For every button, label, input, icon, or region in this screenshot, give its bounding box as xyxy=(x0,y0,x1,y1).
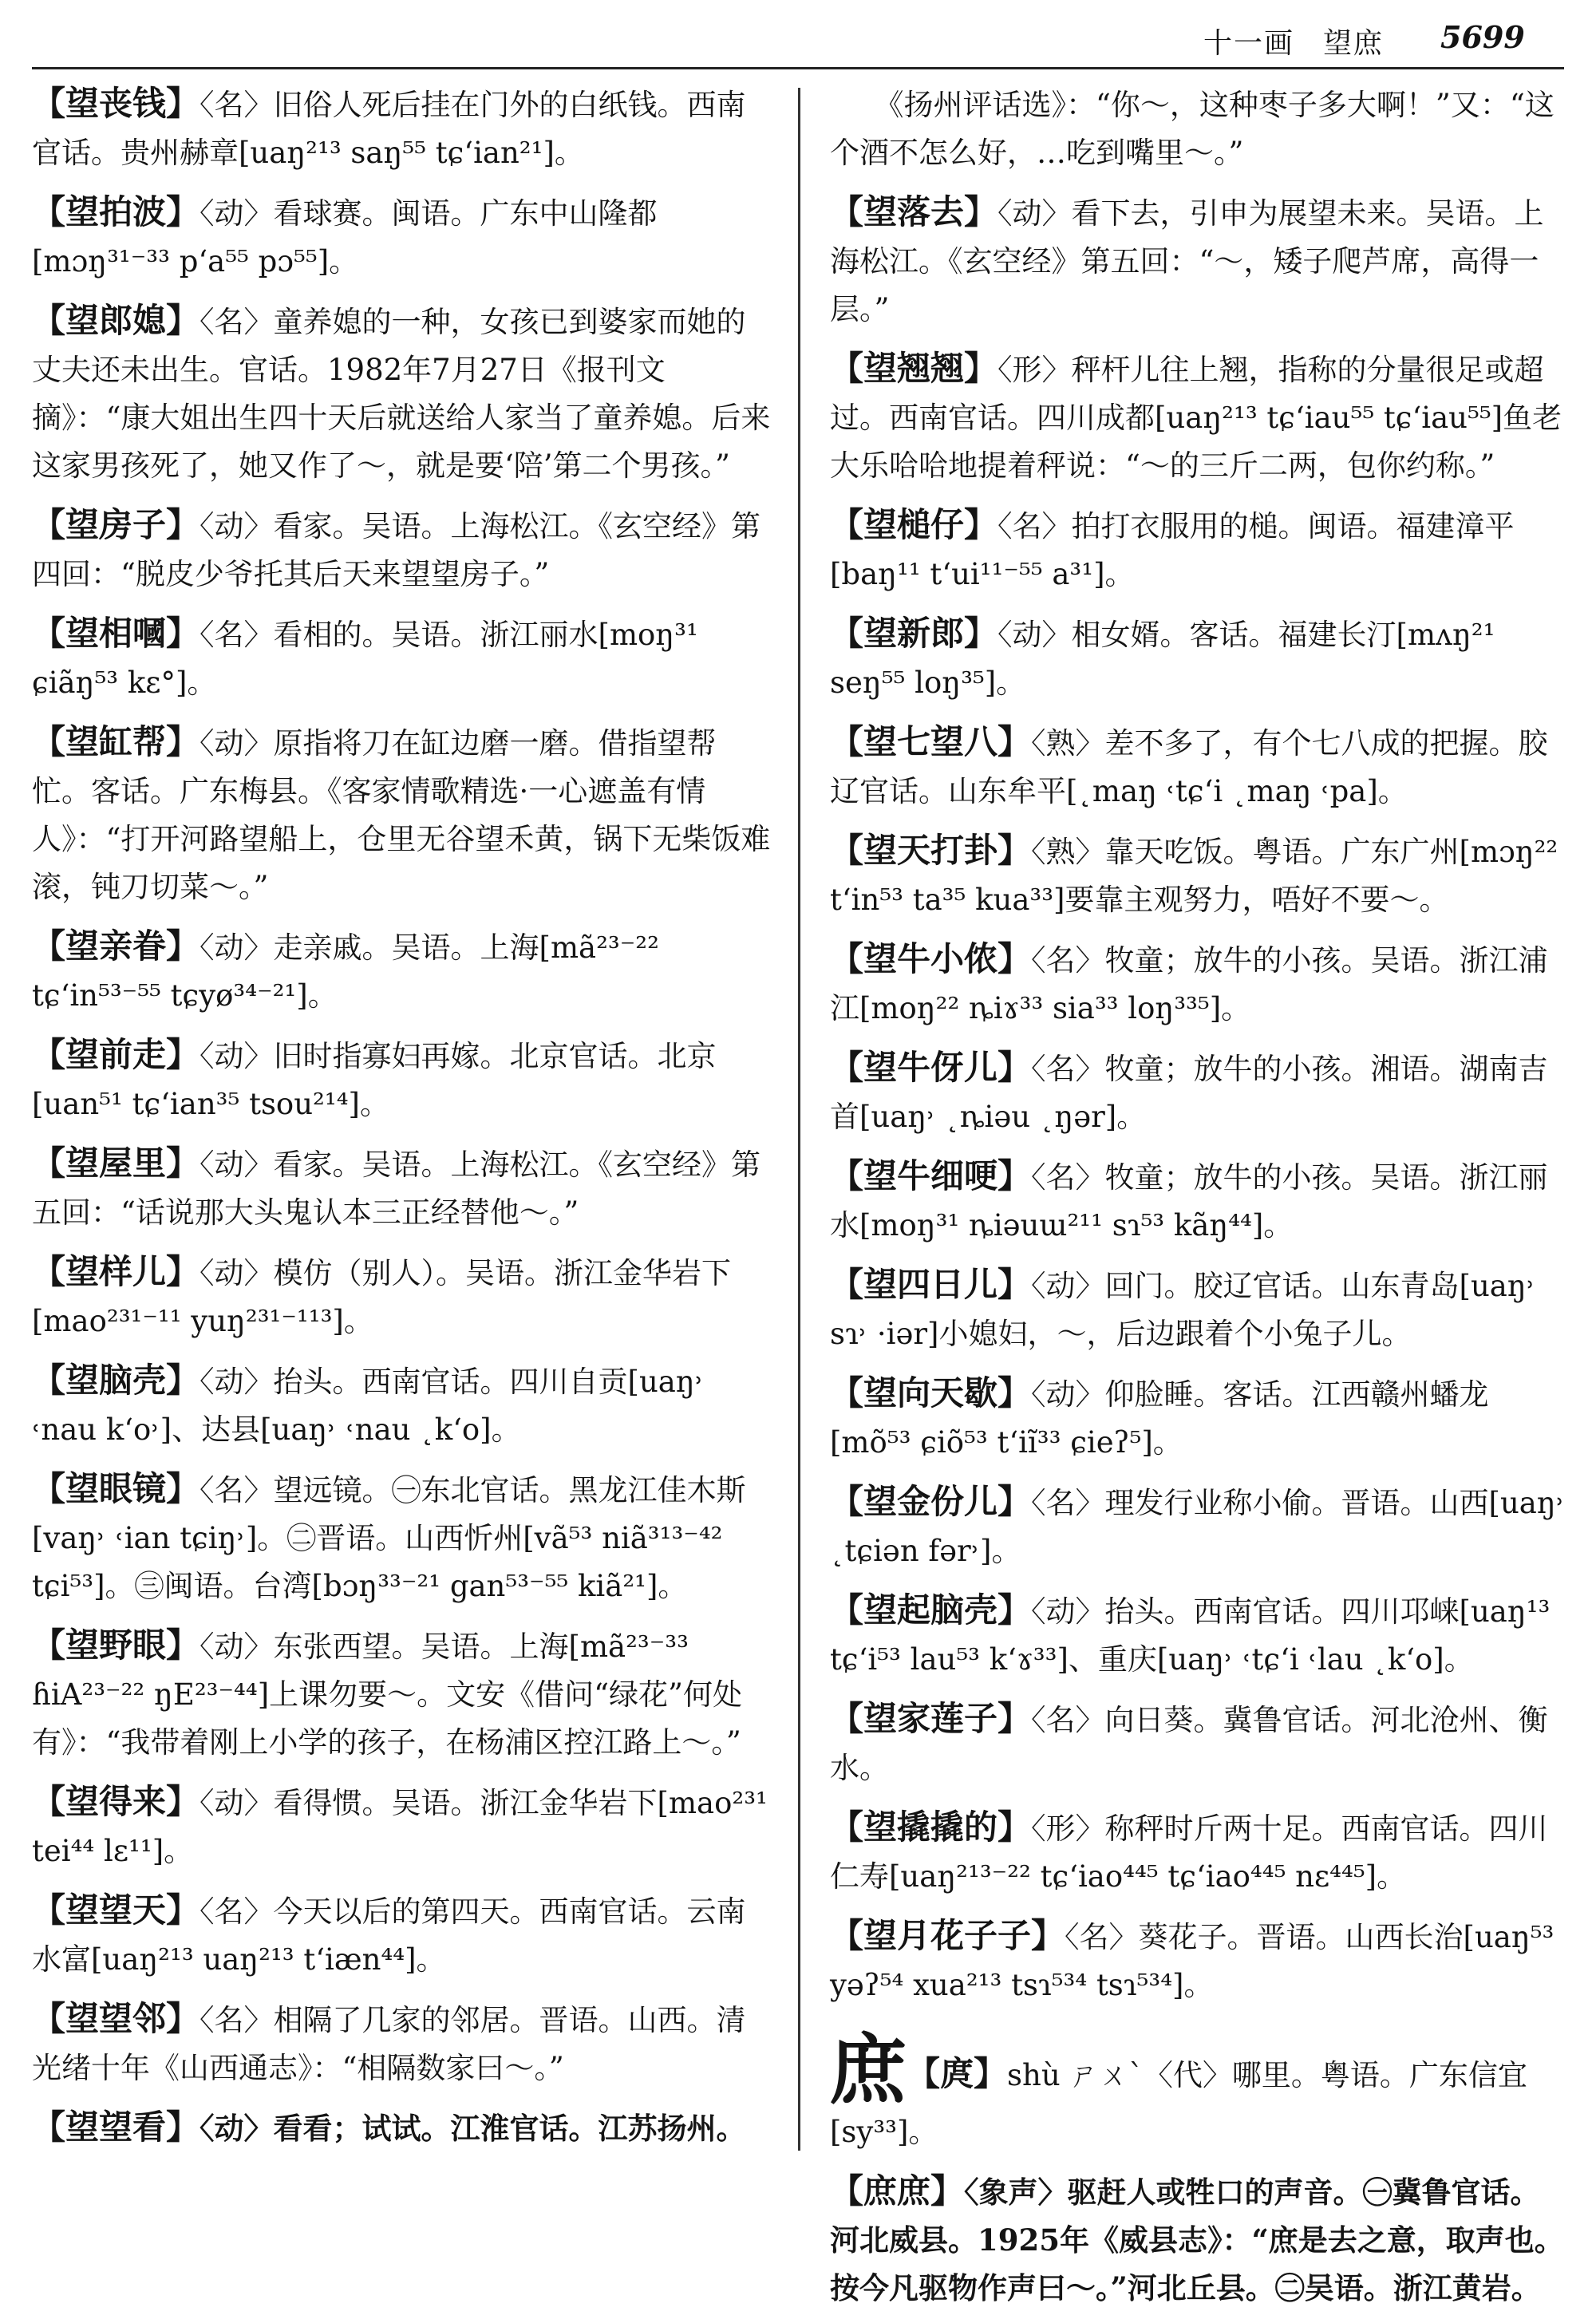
entry-definition: 〈形〉称秤时斤两十足。西南官话。四川仁寿[uaŋ²¹³⁻²² tɕʻiao⁴⁴⁵ tɕʻiao⁴⁴⁵ nɛ⁴⁴⁵]。 xyxy=(830,1811,1548,1894)
shushu-definition: 〈象声〉驱赶人或牲口的声音。㊀冀鲁官话。河北威县。1925年《威县志》：“庶是去之意，取声也。按今凡驱物作声曰～。”河北丘县。㊁吴语。浙江黄岩。 xyxy=(830,2175,1564,2305)
entry-definition: 〈动〉看下去，引申为展望未来。吴语。上海松江。《玄空经》第五回：“～，矮子爬芦席，高得一层。” xyxy=(830,196,1544,326)
shu-head-entry xyxy=(830,2025,1568,2156)
dictionary-entry xyxy=(830,345,1568,490)
dictionary-entry xyxy=(830,1912,1568,2009)
entry-headword: 【望家莲子】 xyxy=(830,1699,1032,1738)
dictionary-entry xyxy=(830,1803,1568,1901)
entry-definition: 〈名〉向日葵。冀鲁官话。河北沧州、衡水。 xyxy=(830,1703,1548,1785)
entry-headword: 【望槌仔】 xyxy=(830,505,998,544)
dictionary-entry xyxy=(32,922,774,1020)
entry-headword: 【望牛伢儿】 xyxy=(830,1048,1032,1087)
shushu-headword: 【庶庶】 xyxy=(830,2171,965,2210)
entry-headword: 【望望看】 xyxy=(32,2108,200,2147)
entry-definition: 〈名〉牧童；放牛的小孩。吴语。浙江丽水[moŋ³¹ ȵiəuɯ²¹¹ sɿ⁵³ kãŋ⁴⁴]。 xyxy=(830,1160,1548,1242)
entry-headword: 【望落去】 xyxy=(830,192,998,231)
entry-definition: 〈名〉相隔了几家的邻居。晋语。山西。清光绪十年《山西通志》：“相隔数家曰～。” xyxy=(32,2003,746,2085)
entry-headword: 【望望天】 xyxy=(32,1890,200,1930)
entry-definition: 〈动〉模仿（别人）。吴语。浙江金华岩下[mao²³¹⁻¹¹ yuŋ²³¹⁻¹¹³]。 xyxy=(32,1256,732,1338)
dictionary-entry xyxy=(32,1140,774,1237)
entry-definition: 〈动〉仰脸睡。客话。江西赣州蟠龙[mõ⁵³ ɕiõ⁵³ tʻiĩ³³ ɕieʔ⁵]。 xyxy=(830,1377,1489,1460)
entry-headword: 【望翘翘】 xyxy=(830,349,998,388)
entry-headword: 【望撬撬的】 xyxy=(830,1807,1032,1847)
entry-definition: 〈动〉看球赛。闽语。广东中山隆都[mɔŋ³¹⁻³³ pʻa⁵⁵ pɔ⁵⁵]。 xyxy=(32,196,658,279)
entry-definition: 〈动〉抬头。西南官话。四川自贡[uaŋ˒ ˓nau k‘o˒]、达县[uaŋ˒ ˓nau ˛k‘o]。 xyxy=(32,1365,705,1447)
entry-headword: 【望野眼】 xyxy=(32,1626,200,1665)
entry-headword: 【望亲眷】 xyxy=(32,926,200,966)
dictionary-entry xyxy=(830,1586,1568,1684)
dictionary-entry xyxy=(32,2104,774,2152)
entry-headword: 【望郎媳】 xyxy=(32,301,200,340)
entry-headword: 【望起脑壳】 xyxy=(830,1590,1032,1630)
dictionary-entry xyxy=(32,1465,774,1610)
left-column xyxy=(32,80,774,2163)
dictionary-entry xyxy=(32,610,774,707)
entry-headword: 【望新郎】 xyxy=(830,614,998,653)
shu-headword: 庶 xyxy=(830,2025,907,2115)
entry-definition: 〈动〉相女婿。客话。福建长汀[mʌŋ²¹ seŋ⁵⁵ loŋ³⁵]。 xyxy=(830,618,1495,700)
column-divider xyxy=(798,88,800,2151)
entry-headword: 【望金份儿】 xyxy=(830,1482,1032,1521)
entry-headword: 【望望邻】 xyxy=(32,1999,200,2038)
entry-headword: 【望房子】 xyxy=(32,505,200,544)
entry-headword: 【望缸帮】 xyxy=(32,722,200,761)
entry-definition: 《扬州评话选》：“你～，这种枣子多大啊！”又：“这个酒不怎么好，…吃到嘴里～。” xyxy=(830,88,1555,170)
dictionary-entry xyxy=(32,1778,774,1875)
dictionary-entry xyxy=(830,935,1568,1033)
dictionary-entry xyxy=(830,1152,1568,1250)
dictionary-entry xyxy=(32,1031,774,1128)
entry-definition: 〈动〉走亲戚。吴语。上海[mã²³⁻²² tɕʻin⁵³⁻⁵⁵ tɕyø³⁴⁻²¹]。 xyxy=(32,930,659,1013)
shu-variant: 【庹】 xyxy=(907,2054,1008,2093)
shushu-entry xyxy=(830,2167,1568,2312)
dictionary-entry xyxy=(830,1261,1568,1358)
entry-definition: 〈动〉原指将刀在缸边磨一磨。借指望帮忙。客话。广东梅县。《客家情歌精选·一心遮盖有情人》：“打开河路望船上，仓里无谷望禾黄，锅下无柴饭难滚，钝刀切菜～。” xyxy=(32,726,771,904)
entry-headword: 【望向天歇】 xyxy=(830,1373,1032,1412)
entry-headword: 【望眼镜】 xyxy=(32,1469,200,1508)
dictionary-entry xyxy=(32,188,774,286)
dictionary-entry xyxy=(830,501,1568,599)
dictionary-entry xyxy=(830,1695,1568,1792)
dictionary-entry xyxy=(830,80,1568,177)
entry-headword: 【望脑壳】 xyxy=(32,1361,200,1400)
entry-headword: 【望屋里】 xyxy=(32,1144,200,1183)
entry-headword: 【望四日儿】 xyxy=(830,1265,1032,1304)
entry-definition: 〈名〉望远镜。㊀东北官话。黑龙江佳木斯[vaŋ˒ ˓ian tɕiŋ˒]。㊁晋语。山西忻州[vã⁵³ niã³¹³⁻⁴² tɕi⁵³]。㊂闽语。台湾[bɔŋ³³⁻²¹ gan⁵³⁻⁵⁵ kiã²¹]。 xyxy=(32,1473,746,1603)
entry-definition: 〈名〉牧童；放牛的小孩。吴语。浙江浦江[moŋ²² ȵiɤ³³ sia³³ loŋ³³⁵]。 xyxy=(830,943,1548,1025)
entry-headword: 【望月花子子】 xyxy=(830,1916,1065,1955)
entry-definition: 〈动〉抬头。西南官话。四川邛崃[uaŋ¹³ tɕʻi⁵³ lau⁵³ kʻɤ³³]、重庆[uaŋ˒ ˓tɕʻi ˓lau ˛kʻo]。 xyxy=(830,1594,1551,1677)
dictionary-entry xyxy=(830,718,1568,816)
entry-definition: 〈名〉童养媳的一种，女孩已到婆家而她的丈夫还未出生。官话。1982年7月27日《报刊文摘》：“康大姐出生四十天后就送给人家当了童养媳。后来这家男孩死了，她又作了～，就是要‘陪’第二个男孩。” xyxy=(32,305,771,483)
header-characters: 望庶 xyxy=(1323,27,1385,60)
entry-definition: 〈名〉牧童；放牛的小孩。湘语。湖南吉首[uaŋ˒ ˛ȵiəu ˛ŋər]。 xyxy=(830,1052,1548,1134)
entry-headword: 【望牛小侬】 xyxy=(830,939,1032,978)
dictionary-entry xyxy=(830,827,1568,924)
entry-headword: 【望牛细哽】 xyxy=(830,1156,1032,1195)
entry-headword: 【望七望八】 xyxy=(830,722,1032,761)
dictionary-entry xyxy=(32,1357,774,1454)
dictionary-entry xyxy=(32,1995,774,2092)
entry-definition: 〈名〉今天以后的第四天。西南官话。云南水富[uaŋ²¹³ uaŋ²¹³ tʻiæn⁴⁴]。 xyxy=(32,1894,746,1977)
entry-definition: 〈动〉看看；试试。江淮官话。江苏扬州。 xyxy=(200,2111,746,2146)
right-entry-list xyxy=(830,80,1568,2009)
dictionary-entry xyxy=(32,297,774,490)
dictionary-entry xyxy=(830,1478,1568,1575)
entry-headword: 【望丧钱】 xyxy=(32,84,200,123)
entry-definition: 〈动〉回门。胶辽官话。山东青岛[uaŋ˒ sɿ˒ ·iər]小媳妇，～，后边跟着个小兔子儿。 xyxy=(830,1269,1536,1351)
entry-headword: 【望样儿】 xyxy=(32,1252,200,1291)
header-rule xyxy=(32,67,1564,69)
entry-definition: 〈熟〉差不多了，有个七八成的把握。胶辽官话。山东牟平[˛maŋ ˓tɕʻi ˛maŋ ˓pa]。 xyxy=(830,726,1548,808)
entry-definition: 〈名〉葵花子。晋语。山西长治[uaŋ⁵³ yəʔ⁵⁴ xua²¹³ tsɿ⁵³⁴ tsɿ⁵³⁴]。 xyxy=(830,1920,1555,2002)
entry-headword: 【望前走】 xyxy=(32,1035,200,1074)
entry-definition: 〈名〉看相的。吴语。浙江丽水[moŋ³¹ ɕiãŋ⁵³ kɛ°]。 xyxy=(32,618,698,700)
dictionary-entry xyxy=(830,188,1568,334)
entry-definition: 〈名〉拍打衣服用的槌。闽语。福建漳平[baŋ¹¹ tʻui¹¹⁻⁵⁵ a³¹]。 xyxy=(830,509,1515,591)
entry-definition: 〈熟〉靠天吃饭。粤语。广东广州[mɔŋ²² tʻin⁵³ ta³⁵ kua³³]要靠主观努力，唔好不要～。 xyxy=(830,835,1558,917)
entry-headword: 【望拍波】 xyxy=(32,192,200,231)
shu-definition: shù ㄕㄨˋ〈代〉哪里。粤语。广东信宜[sy³³]。 xyxy=(830,2058,1527,2149)
dictionary-entry xyxy=(830,1369,1568,1467)
page-header xyxy=(0,0,1596,72)
entry-headword: 【望相嘓】 xyxy=(32,614,200,653)
dictionary-entry xyxy=(32,718,774,911)
dictionary-entry xyxy=(32,1622,774,1767)
entry-definition: 〈名〉旧俗人死后挂在门外的白纸钱。西南官话。贵州赫章[uaŋ²¹³ saŋ⁵⁵ tɕʻian²¹]。 xyxy=(32,88,746,170)
entry-headword: 【望天打卦】 xyxy=(830,831,1032,870)
right-column xyxy=(830,80,1568,2323)
dictionary-entry xyxy=(830,610,1568,707)
dictionary-entry xyxy=(32,1886,774,1984)
dictionary-entry xyxy=(32,501,774,599)
dictionary-entry xyxy=(32,80,774,177)
entry-definition: 〈名〉理发行业称小偷。晋语。山西[uaŋ˒ ˛tɕiən fər˒]。 xyxy=(830,1486,1566,1568)
entry-definition: 〈动〉东张西望。吴语。上海[mã²³⁻³³ ɦiA²³⁻²² ŋE²³⁻⁴⁴]上课勿要～。文安《借问“绿花”何处有》：“我带着刚上小学的孩子，在杨浦区控江路上～。” xyxy=(32,1630,742,1760)
page-number: 5699 xyxy=(1440,19,1525,55)
entry-headword: 【望得来】 xyxy=(32,1782,200,1821)
dictionary-entry xyxy=(830,1044,1568,1141)
entry-definition: 〈动〉看家。吴语。上海松江。《玄空经》第五回：“话说那大头鬼认本三正经替他～。” xyxy=(32,1148,761,1230)
dictionary-entry xyxy=(32,1248,774,1345)
entry-definition: 〈动〉旧时指寡妇再嫁。北京官话。北京[uan⁵¹ tɕʻian³⁵ tsou²¹⁴]。 xyxy=(32,1039,717,1121)
entry-definition: 〈动〉看家。吴语。上海松江。《玄空经》第四回：“脱皮少爷托其后天来望望房子。” xyxy=(32,509,761,591)
entry-definition: 〈动〉看得惯。吴语。浙江金华岩下[mao²³¹ tei⁴⁴ lɛ¹¹]。 xyxy=(32,1786,768,1868)
entry-definition: 〈形〉秤杆儿往上翘，指称的分量很足或超过。西南官话。四川成都[uaŋ²¹³ tɕʻiau⁵⁵ tɕʻiau⁵⁵]鱼老大乐哈哈地提着秤说：“～的三斤二两，包你约称。” xyxy=(830,353,1562,483)
stroke-count: 十一画 xyxy=(1203,27,1295,60)
